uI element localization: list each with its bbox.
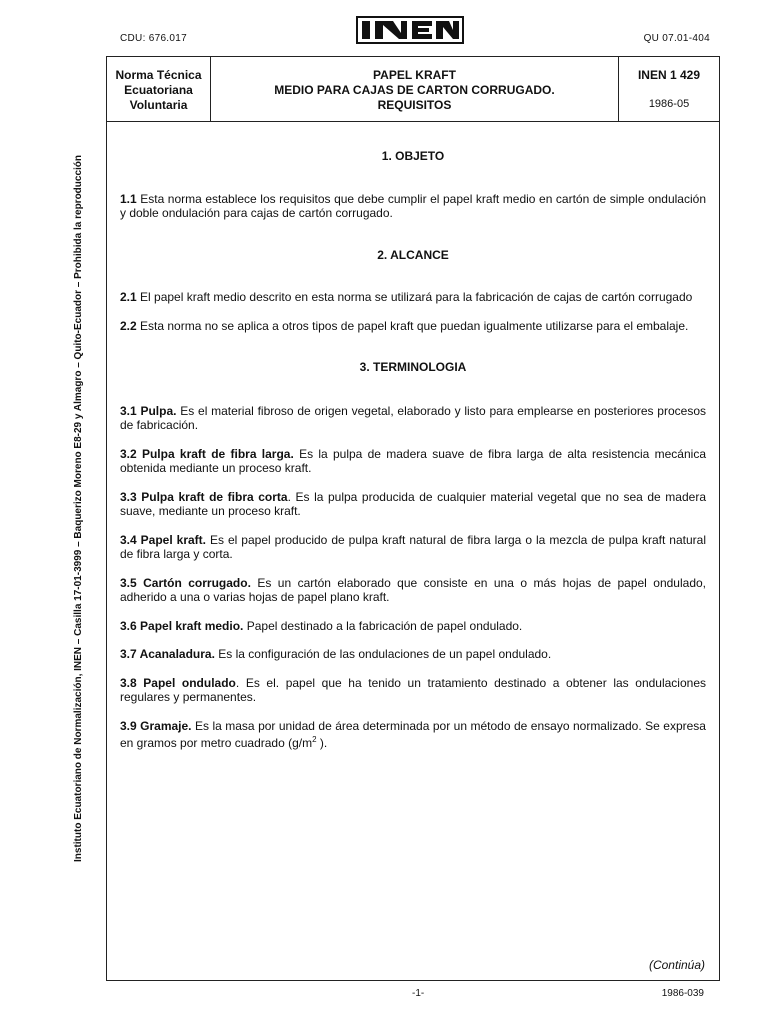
paragraph: 1.1 Esta norma establece los requisitos que debe cumplir el papel kraft medio en cartón de simple ondulación y doble ondulación para cajas de cartón corrugado. [120,191,706,220]
norm-code: INEN 1 429 [637,68,701,82]
paragraph: 3.4 Papel kraft. Es el papel producido de pulpa kraft natural de fibra larga o la mezcla de pulpa kraft natural de fibra larga y corta. [120,532,706,561]
paragraph: 3.3 Pulpa kraft de fibra corta. Es la pulpa producida de cualquier material vegetal que no sea de madera suave, mediante un proceso kraft. [120,489,706,518]
institute-sidebar-text: Instituto Ecuatoriano de Normalización, INEN – Casilla 17-01-3999 – Baquerizo Moreno E8-29 y Almagro – Quito-Ecuador – Prohibida la reproducción [73,154,84,862]
document-body [120,149,706,751]
paragraph: 3.9 Gramaje. Es la masa por unidad de área determinada por un método de ensayo normalizado. Se expresa en gramos por metro cuadrado ($g/m^2$ ). [120,718,706,750]
document-frame [106,56,720,981]
paragraph: 3.7 Acanaladura. Es la configuración de las ondulaciones de un papel ondulado. [120,647,552,661]
section-title: 2. ALCANCE [377,247,449,262]
norm-code-cell [619,57,719,121]
paragraph: 3.8 Papel ondulado. Es el. papel que ha tenido un tratamiento destinado a obtener las ondulaciones regulares y permanentes. [120,675,706,704]
footer-code: 1986-039 [661,988,704,999]
norm-title-line: REQUISITOS [377,98,452,112]
inen-logo [356,16,464,44]
norm-type-line: Ecuatoriana [124,83,193,97]
norm-type-line: Norma Técnica [115,68,202,82]
norm-type-line: Voluntaria [129,98,188,112]
section-title: 1. OBJETO [381,149,445,163]
continued-note: (Continúa) [648,958,705,972]
norm-type [107,57,211,121]
paragraph: 2.1 El papel kraft medio descrito en esta norma se utilizará para la fabricación de cajas de cartón corrugado [120,290,693,304]
norm-title [211,57,619,121]
paragraph: 3.6 Papel kraft medio. Papel destinado a la fabricación de papel ondulado. [120,618,523,633]
title-block [107,57,719,122]
section-title: 3. TERMINOLOGIA [359,360,467,374]
document-reference: QU 07.01-404 [643,33,710,44]
norm-date: 1986-05 [648,98,690,110]
paragraph: 3.2 Pulpa kraft de fibra larga. Es la pulpa de madera suave de fibra larga de alta resistencia mecánica obtenida mediante un proceso kraft. [120,446,706,475]
norm-title-line: PAPEL KRAFT [373,68,456,82]
paragraph: 3.5 Cartón corrugado. Es un cartón elaborado que consiste en una o más hojas de papel ondulado, adherido a una o varias hojas de papel plano kraft. [120,575,706,604]
cdu-code: CDU: 676.017 [120,33,187,44]
paragraph: 3.1 Pulpa. Es el material fibroso de origen vegetal, elaborado y listo para emplearse en posteriores procesos de fabricación. [120,403,706,432]
norm-title-line: MEDIO PARA CAJAS DE CARTON CORRUGADO. [274,83,555,97]
page-number: -1- [412,988,425,999]
paragraph: 2.2 Esta norma no se aplica a otros tipos de papel kraft que puedan igualmente utilizarse para el embalaje. [120,318,689,333]
